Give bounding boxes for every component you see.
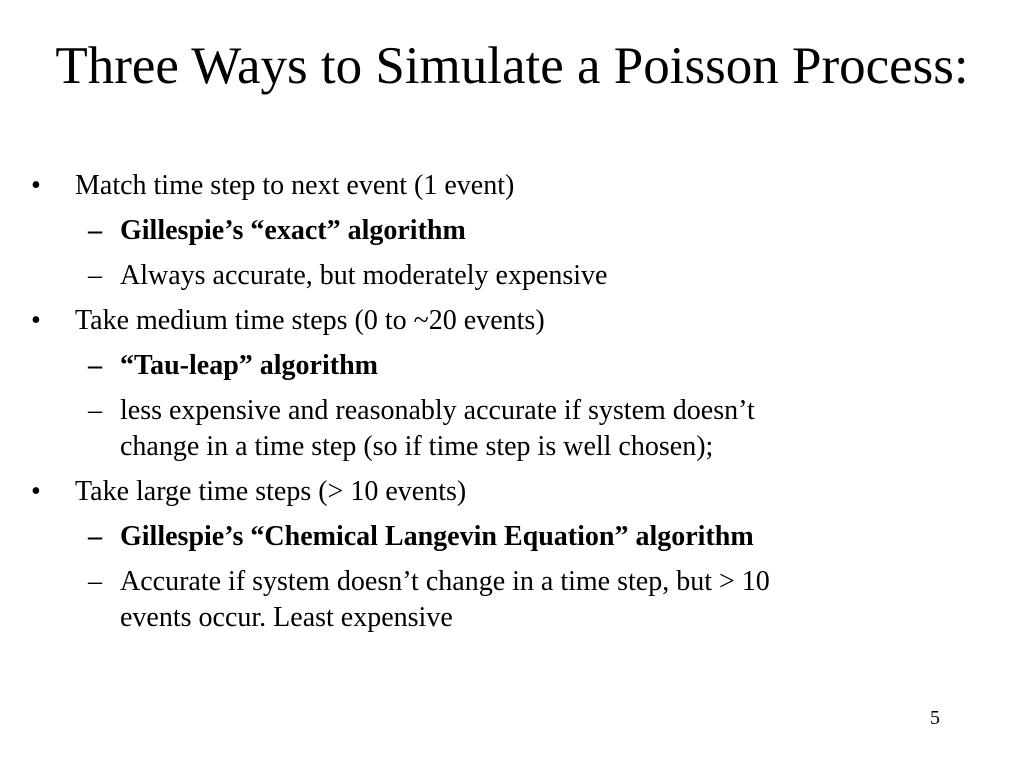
sub-bullet-item [88, 258, 608, 294]
bullet-marker: • [31, 170, 41, 201]
bullet-item [31, 168, 515, 204]
sub-bullet-text: “Tau-leap” algorithm [120, 350, 378, 381]
sub-bullet-text-line-2: events occur. Least expensive [120, 602, 453, 633]
sub-bullet-text-line-1: Accurate if system doesn’t change in a time step, but > 10 [120, 566, 770, 597]
sub-bullet-item [88, 348, 378, 384]
sub-bullet-text: Gillespie’s “exact” algorithm [120, 215, 466, 246]
sub-bullet-item [88, 213, 466, 249]
page-number: 5 [930, 707, 940, 729]
sub-bullet-continuation [120, 600, 453, 636]
sub-bullet-text: Gillespie’s “Chemical Langevin Equation” algorithm [120, 521, 754, 552]
sub-bullet-continuation [120, 429, 713, 465]
slide-title: Three Ways to Simulate a Poisson Process: [55, 37, 969, 95]
dash-marker: – [88, 566, 102, 597]
sub-bullet-text-line-1: less expensive and reasonably accurate if system doesn’t [120, 395, 755, 426]
sub-bullet-text-line-2: change in a time step (so if time step is well chosen); [120, 431, 714, 462]
bullet-text: Take large time steps (> 10 events) [75, 476, 467, 507]
dash-marker: – [88, 260, 102, 291]
dash-marker: – [88, 395, 102, 426]
sub-bullet-item [88, 564, 770, 600]
sub-bullet-item [88, 519, 754, 555]
sub-bullet-item [88, 393, 755, 429]
bullet-marker: • [31, 476, 41, 507]
dash-marker: – [88, 215, 102, 246]
bullet-marker: • [31, 305, 41, 336]
dash-marker: – [88, 350, 102, 381]
bullet-item [31, 474, 467, 510]
bullet-text: Match time step to next event (1 event) [75, 170, 515, 201]
bullet-text: Take medium time steps (0 to ~20 events) [75, 305, 545, 336]
sub-bullet-text: Always accurate, but moderately expensive [120, 260, 608, 291]
bullet-item [31, 303, 545, 339]
dash-marker: – [88, 521, 102, 552]
